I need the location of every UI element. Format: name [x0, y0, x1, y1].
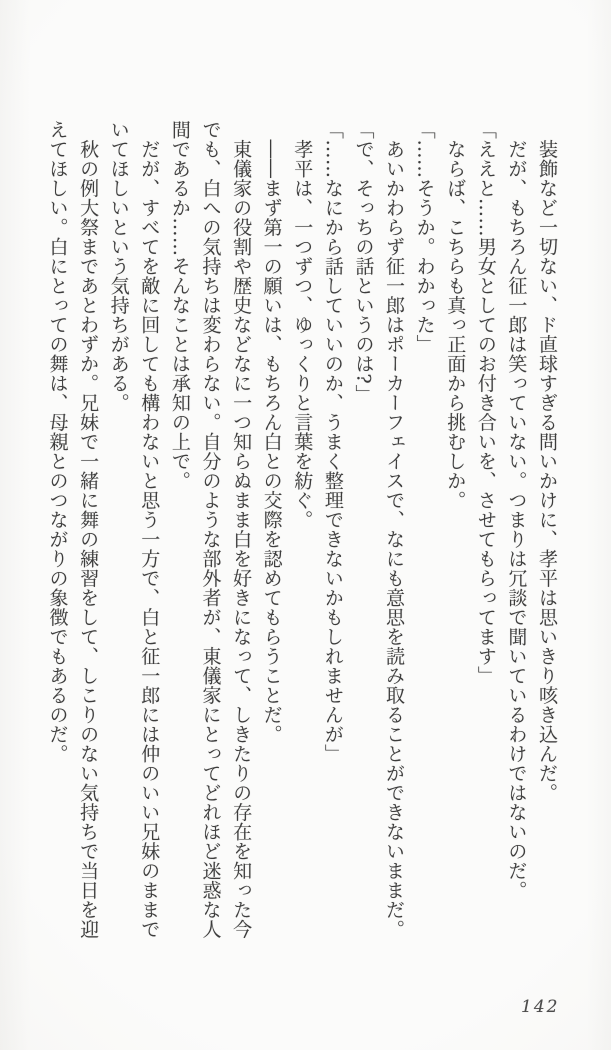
text-line: 「で、そっちの話というのは?」: [352, 120, 375, 404]
text-line: えてほしい。白にとっての舞は、母親とのつながりの象徴でもあるのだ。: [46, 120, 69, 764]
text-line: でも、白への気持ちは変わらない。自分のような部外者が、東儀家にとってどれほど迷惑な人: [199, 120, 222, 939]
text-line: ――まず第一の願いは、もちろん白との交際を認めてもらうことだ。: [260, 120, 283, 744]
text-line: あいかわらず征一郎はポーカーフェイスで、なにも意思を読み取ることができないままだ。: [383, 120, 406, 939]
text-line: 装飾など一切ない、ド直球すぎる問いかけに、孝平は思いきり咳き込んだ。: [536, 120, 558, 803]
text-line: 秋の例大祭まであとわずか。兄妹で一緒に舞の練習をして、しこりのない気持ちで当日を迎: [77, 120, 100, 939]
text-line: 間であるか……そんなことは承知の上で。: [168, 120, 191, 491]
text-line: 東儀家の役割や歴史などなに一つ知らぬまま白を好きになって、しきたりの存在を知った今: [230, 120, 253, 939]
page-text: [42, 120, 562, 942]
text-line: だが、すべてを敵に回しても構わないと思う一方で、白と征一郎には仲のいい兄妹のままで: [138, 120, 161, 939]
text-line: ならば、こちらも真っ正面から挑むしか。: [444, 120, 467, 510]
text-line: だが、もちろん征一郎は笑っていない。つまりは冗談で聞いているわけではないのだ。: [505, 120, 528, 900]
text-line: いてほしいという気持ちがある。: [107, 120, 130, 413]
text-line: 「ええと……男女としてのお付き合いを、させてもらってます」: [474, 120, 497, 686]
text-line: 「……なにから話していいのか、うまく整理できないかもしれませんが」: [321, 120, 344, 764]
text-line: 孝平は、一つずつ、ゆっくりと言葉を紡ぐ。: [291, 120, 314, 530]
text-line: 「……そうか。わかった」: [413, 120, 436, 354]
page-number: 142: [521, 997, 560, 1017]
